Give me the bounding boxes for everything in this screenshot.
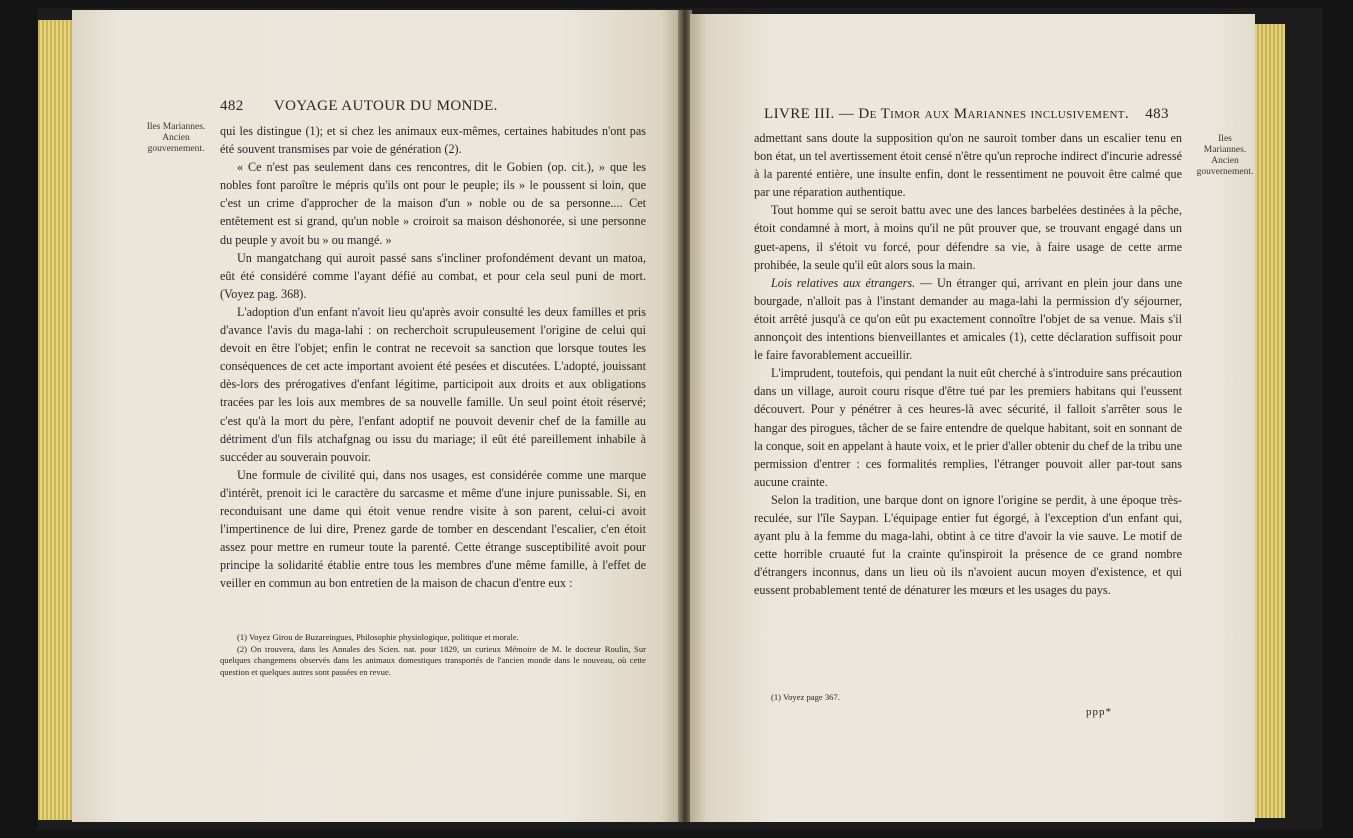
left-page: [72, 10, 680, 822]
right-paragraph-2: Tout homme qui se seroit battu avec une des lances barbelées destinées à la pêche, étoit condamné à mort, à moins qu'il ne pût prouver que, se trouvant engagé dans un guet-apens, il s'étoit vu forcé, pour défendre sa vie, à faire usage de cette arme prohibée, la seule qu'il eût alors sous la main.: [754, 203, 1182, 272]
left-footnotes: [220, 632, 646, 678]
right-paragraph-4: L'imprudent, toutefois, qui pendant la nuit eût cherché à s'introduire sans précaution dans un village, auroit couru risque d'être tué par les premiers habitans qui l'eussent découvert. Pour y pénétrer à ces heures-là avec sécurité, il falloit s'arrêter sous le hangar des pirogues, tâcher de se faire entendre de quelque habitant, soit en sonnant de la conque, soit en appelant à haute voix, et le prier d'aller obtenir du chef de la tribu une permission d'entrer : ces formalités remplies, l'étranger pouvoit aller par-tout sans aucune crainte.: [754, 366, 1182, 489]
left-footnote-2: (2) On trouvera, dans les Annales des Scien. nat. pour 1829, un curieux Mémoire de M. le docteur Roulin, Sur quelques changemens observés dans les animaux domestiques transportés de l'ancien monde dans le nouveau, où cette question et quelques autres sont passées en revue.: [220, 643, 646, 677]
left-paragraph-3: Un mangatchang qui auroit passé sans s'incliner profondément devant un matoa, eût été considéré comme l'ayant défié au combat, et pour cela seul puni de mort. (Voyez pag. 368).: [220, 250, 646, 301]
page-edges-left: [38, 20, 72, 820]
left-body-text: [220, 122, 646, 592]
right-running-title: LIVRE III. — De Timor aux Mariannes inclusivement.: [764, 106, 1130, 122]
left-running-title: VOYAGE AUTOUR DU MONDE.: [273, 98, 498, 114]
right-margin-note-2: Ancien gouvernement.: [1196, 156, 1254, 177]
right-paragraph-1: admettant sans doute la supposition qu'on ne sauroit tomber dans un escalier tenu en bon état, un tel avertissement étoit censé n'être qu'un reproche indirect d'incurie adressé à la parenté entière, une insulte enfin, dont le ressentiment ne pouvoit être calmé que par une réparation authentique.: [754, 131, 1182, 200]
left-footnote-1: (1) Voyez Girou de Buzareingues, Philosophie physiologique, politique et morale.: [237, 632, 519, 642]
right-paragraph-5: Selon la tradition, une barque dont on ignore l'origine se perdit, à une époque très-reculée, sur l'île Saypan. L'équipage entier fut égorgé, à l'exception d'un enfant qui, ayant plu à la femme du maga-lahi, obtint à ce titre d'avoir la vie sauve. Le motif de cette horrible cruauté fut la crainte qu'inspiroit la présence de ce grand nombre d'étrangers inconnus, dans un lieu où ils n'avoient aucun moyen d'existence, et qui eussent probablement tenté de dénaturer les mœurs et les usages du pays.: [754, 492, 1182, 598]
left-running-head: [220, 98, 498, 115]
left-margin-note-1: Iles Mariannes.: [146, 122, 206, 132]
right-footnotes: [754, 692, 1182, 704]
right-body-text: [754, 129, 1182, 599]
signature-mark: ppp*: [1086, 706, 1112, 718]
page-edges-right: [1255, 24, 1285, 818]
right-page-number: 483: [1145, 106, 1169, 122]
section-heading-etrangers: Lois relatives aux étrangers.: [771, 275, 916, 290]
right-paragraph-3: [754, 274, 1182, 364]
right-margin-note: [1196, 134, 1254, 178]
left-margin-note: [142, 122, 210, 155]
right-margin-note-1: Iles Mariannes.: [1203, 134, 1247, 155]
left-page-number: 482: [220, 98, 244, 114]
right-footnote-1: (1) Voyez page 367.: [771, 692, 840, 702]
left-margin-note-2: Ancien gouvernement.: [147, 133, 205, 154]
right-page: [690, 14, 1255, 822]
left-paragraph-5: Une formule de civilité qui, dans nos usages, est considérée comme une marque d'intérêt, prenoit ici le caractère du sarcasme et même d'une injure punissable. Si, en reconduisant une dame qui étoit venue rendre visite à son parent, celui-ci avoit l'impertinence de lui dire, Prenez garde de tomber en descendant l'escalier, c'en étoit assez pour mettre en rumeur toute la parenté. Cette étrange susceptibilité avoit pour principe la solidarité établie entre tous les membres d'une même famille, à l'effet de veiller en commun au bon entretien de la maison de chacun d'entre eux :: [220, 467, 646, 591]
left-paragraph-2: « Ce n'est pas seulement dans ces rencontres, dit le Gobien (op. cit.), » que les nobles font paroître le mépris qu'ils ont pour le peuple; ils » le poussent si loin, que c'est un crime d'approcher de la maison d'un » noble ou de sa personne.... Cet entêtement est si grand, qu'un noble » croiroit sa maison déshonorée, si une personne du peuple y avoit bu » ou mangé. »: [220, 160, 646, 247]
left-paragraph-4: L'adoption d'un enfant n'avoit lieu qu'après avoir consulté les deux familles et pris d'avance l'avis du maga-lahi : on recherchoit scrupuleusement l'origine de celui qui devoit en être l'objet; enfin le contrat ne recevoit sa sanction que lorsque toutes les conséquences de cet acte important avoient été pesées et discutées. L'adopté, jouissant dès-lors des prérogatives d'enfant légitime, participoit aux droits et aux obligations tracées par les lois aux membres de sa nouvelle famille. Un seul point étoit réservé; c'est qu'à la mort du père, l'enfant adoptif ne pouvoit devenir chef de la famille au détriment d'un fils atchafgnag ou issu du mariage; il eût été pareillement inhabile à succéder au souverain pouvoir.: [220, 304, 646, 464]
left-paragraph-1: qui les distingue (1); et si chez les animaux eux-mêmes, certaines habitudes n'ont pas été souvent transmises par voie de génération (2).: [220, 124, 646, 157]
right-paragraph-3-text: — Un étranger qui, arrivant en plein jour dans une bourgade, n'alloit pas à l'instant demander au maga-lahi la permission d'y séjourner, étoit arrêté jusqu'à ce qu'on eût pu exactement connoître l'objet de sa venue. Mais s'il annonçoit des intentions bienveillantes et amicales (1), cette déclaration suffisoit pour le faire favorablement accueillir.: [754, 275, 1182, 363]
right-running-head: [764, 106, 1169, 123]
